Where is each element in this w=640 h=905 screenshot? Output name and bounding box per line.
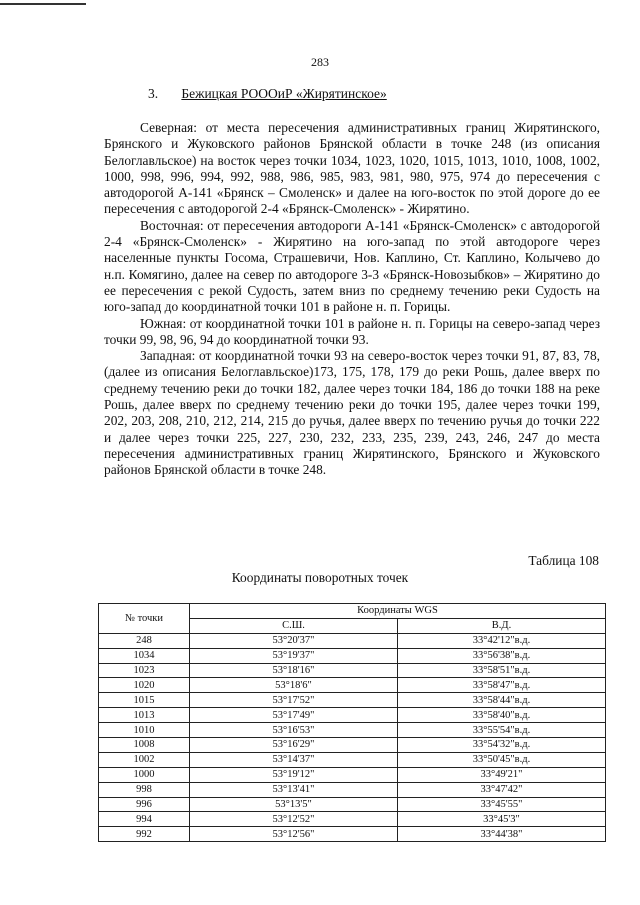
section-title: Бежицкая РОООиР «Жирятинское»: [181, 86, 387, 101]
paragraph-west: Западная: от координатной точки 93 на северо-восток через точки 91, 87, 83, 78, (далее из описания Белоглавльское)173, 175, 178, 179 до реки Рошь, далее вверх по среднему течению реки до точки 182, далее через точки 184, 186 до точки 188 на реке Рошь, далее вверх по среднему течению реки до точки 195, далее через точки 199, 202, 203, 208, 210, 212, 214, 215 до ручья, далее вверх по течению ручья до точки 222 и далее через точки 225, 227, 230, 232, 233, 235, 239, 243, 246, 247 до места пересечения административных границ Жирятинского, Брянского и Жуковского районов Брянской области в точке 248.: [104, 348, 600, 478]
cell-longitude: 33°58'40"в.д.: [398, 708, 606, 723]
table-row: [99, 708, 606, 723]
cell-latitude: 53°14'37": [190, 752, 398, 767]
table-row: [99, 633, 606, 648]
section-number: 3.: [148, 86, 159, 101]
cell-point-number: 1010: [99, 723, 190, 738]
cell-point-number: 1020: [99, 678, 190, 693]
section-heading: [148, 86, 387, 102]
page-number: 283: [311, 55, 329, 69]
cell-point-number: 1008: [99, 738, 190, 753]
header-latitude: С.Ш.: [190, 618, 398, 633]
cell-point-number: 1002: [99, 752, 190, 767]
table-label: Таблица 108: [528, 553, 599, 568]
cell-longitude: 33°47'42": [398, 782, 606, 797]
cell-latitude: 53°12'56": [190, 827, 398, 842]
table-row: [99, 723, 606, 738]
cell-latitude: 53°18'6": [190, 678, 398, 693]
table-row: [99, 812, 606, 827]
cell-latitude: 53°16'53": [190, 723, 398, 738]
cell-longitude: 33°58'44"в.д.: [398, 693, 606, 708]
cell-latitude: 53°13'5": [190, 797, 398, 812]
cell-longitude: 33°54'32"в.д.: [398, 738, 606, 753]
cell-longitude: 33°58'47"в.д.: [398, 678, 606, 693]
table-body: [99, 633, 606, 841]
cell-point-number: 998: [99, 782, 190, 797]
cell-latitude: 53°13'41": [190, 782, 398, 797]
cell-longitude: 33°42'12"в.д.: [398, 633, 606, 648]
cell-point-number: 1015: [99, 693, 190, 708]
cell-point-number: 992: [99, 827, 190, 842]
cell-latitude: 53°20'37": [190, 633, 398, 648]
header-longitude: В.Д.: [398, 618, 606, 633]
cell-longitude: 33°45'3": [398, 812, 606, 827]
cell-longitude: 33°45'55": [398, 797, 606, 812]
cell-point-number: 248: [99, 633, 190, 648]
cell-point-number: 994: [99, 812, 190, 827]
cell-latitude: 53°16'29": [190, 738, 398, 753]
cell-latitude: 53°19'37": [190, 648, 398, 663]
table-row: [99, 738, 606, 753]
cell-longitude: 33°44'38": [398, 827, 606, 842]
table-row: [99, 678, 606, 693]
header-coordinates-wgs: Координаты WGS: [190, 604, 606, 619]
cell-point-number: 1000: [99, 767, 190, 782]
table-row: [99, 797, 606, 812]
cell-latitude: 53°17'49": [190, 708, 398, 723]
cell-point-number: 1013: [99, 708, 190, 723]
coordinates-table: [98, 603, 606, 842]
table-row: [99, 752, 606, 767]
table-caption: Координаты поворотных точек: [231, 570, 409, 585]
cell-latitude: 53°12'52": [190, 812, 398, 827]
cell-point-number: 996: [99, 797, 190, 812]
top-rule-line: [0, 3, 86, 5]
table-row: [99, 827, 606, 842]
cell-longitude: 33°55'54"в.д.: [398, 723, 606, 738]
paragraph-east: Восточная: от пересечения автодороги А-141 «Брянск-Смоленск» с автодорогой 2-4 «Брянск-Смоленск» - Жирятино на юго-запад по этой автодороге через населенные пункты Госома, Страшевичи, Нов. Каплино, Ст. Каплино, Колычево до н.п. Комягино, далее на север по автодороге 3-3 «Брянск-Новозыбков» – Жирятино до ее пересечения с рекой Судость, затем вниз по среднему течению реки Судость на юго-запад до координатной точки 101 в районе н. п. Горицы.: [104, 217, 600, 315]
cell-longitude: 33°50'45"в.д.: [398, 752, 606, 767]
table-row: [99, 782, 606, 797]
cell-latitude: 53°19'12": [190, 767, 398, 782]
table-row: [99, 767, 606, 782]
table-row: [99, 693, 606, 708]
cell-longitude: 33°56'38"в.д.: [398, 648, 606, 663]
header-point-number: № точки: [99, 604, 190, 634]
paragraph-south: Южная: от координатной точки 101 в районе н. п. Горицы на северо-запад через точки 99, 98, 96, 94 до координатной точки 93.: [104, 315, 600, 347]
cell-longitude: 33°58'51"в.д.: [398, 663, 606, 678]
cell-point-number: 1034: [99, 648, 190, 663]
table-row: [99, 648, 606, 663]
cell-latitude: 53°17'52": [190, 693, 398, 708]
cell-latitude: 53°18'16": [190, 663, 398, 678]
cell-point-number: 1023: [99, 663, 190, 678]
cell-longitude: 33°49'21": [398, 767, 606, 782]
table-header-row: [99, 604, 606, 619]
paragraph-north: Северная: от места пересечения административных границ Жирятинского, Брянского и Жуковского районов Брянской области в точке 248 (из описания Белоглавльское) на восток через точки 1034, 1023, 1020, 1015, 1013, 1010, 1008, 1002, 1000, 998, 996, 994, 992, 988, 986, 985, 983, 981, 980, 975, 974 до пересечения с автодорогой А-141 «Брянск – Смоленск» и далее на юго-восток по этой дороге до ее пересечения с автодорогой 2-4 «Брянск-Смоленск» - Жирятино.: [104, 120, 600, 217]
boundary-description: [104, 120, 600, 479]
table-row: [99, 663, 606, 678]
